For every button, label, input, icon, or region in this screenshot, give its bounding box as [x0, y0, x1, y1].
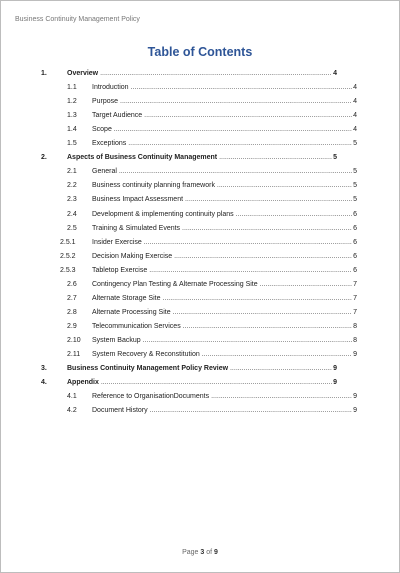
toc-entry-title: Tabletop Exercise ..... — [92, 264, 352, 277]
toc-entry[interactable] — [1, 222, 399, 235]
toc-entry[interactable] — [1, 362, 399, 375]
toc-entry[interactable] — [1, 292, 399, 305]
page-footer — [1, 549, 399, 556]
toc-entry-number: 2.5.2 — [60, 252, 76, 260]
toc-entry-title: Contingency Plan Testing & Alternate Processing Site ..... — [92, 278, 352, 291]
toc-entry-number: 2.7 — [67, 294, 77, 302]
toc-entry-title: Decision Making Exercise ..... — [92, 250, 352, 263]
toc-entry[interactable] — [1, 334, 399, 347]
toc-entry-title: Introduction ..... — [92, 81, 352, 94]
toc-entry-title: System Recovery & Reconstitution ..... — [92, 348, 352, 361]
toc-entry-title: Development & implementing continuity plans ..... — [92, 208, 352, 221]
toc-entry-page: 6 — [353, 238, 357, 246]
toc-entry-page: 9 — [333, 379, 337, 387]
toc-entry-number: 1.2 — [67, 98, 77, 106]
footer-of-label: of — [206, 549, 213, 556]
toc-entry-page: 7 — [353, 308, 357, 316]
toc-entry-number: 2. — [41, 154, 47, 162]
toc-entry-title: Purpose ..... — [92, 95, 352, 108]
toc-entry[interactable] — [1, 67, 399, 80]
toc-entry-number: 1.1 — [67, 84, 77, 92]
toc-entry-page: 4 — [353, 84, 357, 92]
toc-entry[interactable] — [1, 348, 399, 361]
running-header: Business Continuity Management Policy — [15, 16, 140, 23]
toc-entry-page: 9 — [353, 407, 357, 415]
toc-entry[interactable] — [1, 165, 399, 178]
toc-entry-page: 9 — [353, 351, 357, 358]
footer-current-page: 3 — [200, 549, 205, 556]
toc-entry-number: 4.2 — [67, 407, 77, 415]
toc-entry-page: 4 — [353, 98, 357, 106]
toc-entry-title: Training & Simulated Events ..... — [92, 222, 352, 235]
toc-entry[interactable] — [1, 193, 399, 206]
toc-entry[interactable] — [1, 250, 399, 263]
page-title: Table of Contents — [147, 45, 253, 59]
toc-entry-title: Business Impact Assessment ..... — [92, 193, 352, 206]
toc-entry[interactable] — [1, 376, 399, 389]
toc-entry-page: 8 — [353, 322, 357, 330]
toc-entry[interactable] — [1, 109, 399, 122]
toc-entry-title: Telecommunication Services ..... — [92, 320, 352, 333]
toc-entry[interactable] — [1, 320, 399, 333]
toc-entry-number: 2.5.1 — [60, 238, 76, 246]
toc-entry[interactable] — [1, 306, 399, 319]
toc-entry-page: 4 — [353, 126, 357, 134]
toc-entry-title: Reference to OrganisationDocuments ..... — [92, 390, 352, 403]
footer-total-pages: 9 — [214, 549, 218, 556]
toc-entry-number: 2.5.3 — [60, 266, 76, 274]
toc-entry-page: 5 — [333, 154, 337, 162]
toc-entry-number: 1.4 — [67, 126, 77, 134]
toc-entry-title: Aspects of Business Continuity Management ..... — [67, 151, 332, 164]
toc-entry-title: Scope ..... — [92, 123, 352, 136]
toc-entry[interactable] — [1, 236, 399, 249]
toc-entry-number: 2.1 — [67, 168, 77, 176]
toc-entry-number: 1.3 — [67, 112, 77, 120]
toc-entry-page: 6 — [353, 224, 357, 232]
toc-entry-page: 9 — [353, 393, 357, 401]
toc-entry-title: Alternate Processing Site ..... — [92, 306, 352, 319]
toc-entry[interactable] — [1, 137, 399, 150]
toc-entry[interactable] — [1, 208, 399, 221]
toc-entry-title: Alternate Storage Site ..... — [92, 292, 352, 305]
toc-entry-number: 1. — [41, 70, 47, 77]
toc-entry-number: 2.2 — [67, 182, 77, 190]
toc-entry[interactable] — [1, 264, 399, 277]
toc-entry-number: 2.9 — [67, 322, 77, 330]
toc-entry-page: 5 — [353, 182, 357, 190]
toc-entry-page: 4 — [353, 112, 357, 120]
toc-entry-page: 4 — [333, 70, 337, 77]
toc-entry[interactable] — [1, 404, 399, 417]
toc-entry-page: 6 — [353, 252, 357, 260]
toc-entry[interactable] — [1, 123, 399, 136]
toc-entry-number: 3. — [41, 365, 47, 373]
toc-entry[interactable] — [1, 151, 399, 164]
toc-entry-page: 8 — [353, 336, 357, 344]
toc-entry[interactable] — [1, 81, 399, 94]
toc-entry-number: 2.5 — [67, 224, 77, 232]
toc-entry-number: 4.1 — [67, 393, 77, 401]
toc-entry-title: Target Audience ..... — [92, 109, 352, 122]
toc-entry-page: 9 — [333, 365, 337, 373]
footer-page-label: Page — [182, 549, 199, 556]
toc-entry-number: 2.10 — [67, 336, 81, 344]
toc-entry-title: Exceptions ..... — [92, 137, 352, 150]
toc-entry-number: 2.6 — [67, 280, 77, 288]
toc-entry[interactable] — [1, 278, 399, 291]
toc-entry-title: Appendix ..... — [67, 376, 332, 389]
toc-entry[interactable] — [1, 179, 399, 192]
toc-entry-title: Business continuity planning framework ..... — [92, 179, 352, 192]
toc-entry-number: 2.4 — [67, 210, 77, 218]
toc-entry-number: 2.11 — [67, 351, 81, 358]
toc-entry-title: General ..... — [92, 165, 352, 178]
toc-entry-number: 1.5 — [67, 140, 77, 148]
toc-entry[interactable] — [1, 95, 399, 108]
toc-entry-number: 2.8 — [67, 308, 77, 316]
toc-entry-page: 5 — [353, 140, 357, 148]
toc-entry-page: 7 — [353, 294, 357, 302]
toc-entry-page: 5 — [353, 168, 357, 176]
toc-entry[interactable] — [1, 390, 399, 403]
toc-entry-title: Overview ..... — [67, 67, 332, 80]
toc-entry-number: 4. — [41, 379, 47, 387]
toc-entry-title: Insider Exercise ..... — [92, 236, 352, 249]
toc-entry-page: 6 — [353, 266, 357, 274]
toc-entry-title: System Backup ..... — [92, 334, 352, 347]
toc-entry-title: Document History ..... — [92, 404, 352, 417]
toc-entry-number: 2.3 — [67, 196, 77, 204]
toc-entry-page: 5 — [353, 196, 357, 204]
toc-entry-title: Business Continuity Management Policy Review ..... — [67, 362, 332, 375]
toc-entry-page: 6 — [353, 210, 357, 218]
toc-entry-page: 7 — [353, 280, 357, 288]
